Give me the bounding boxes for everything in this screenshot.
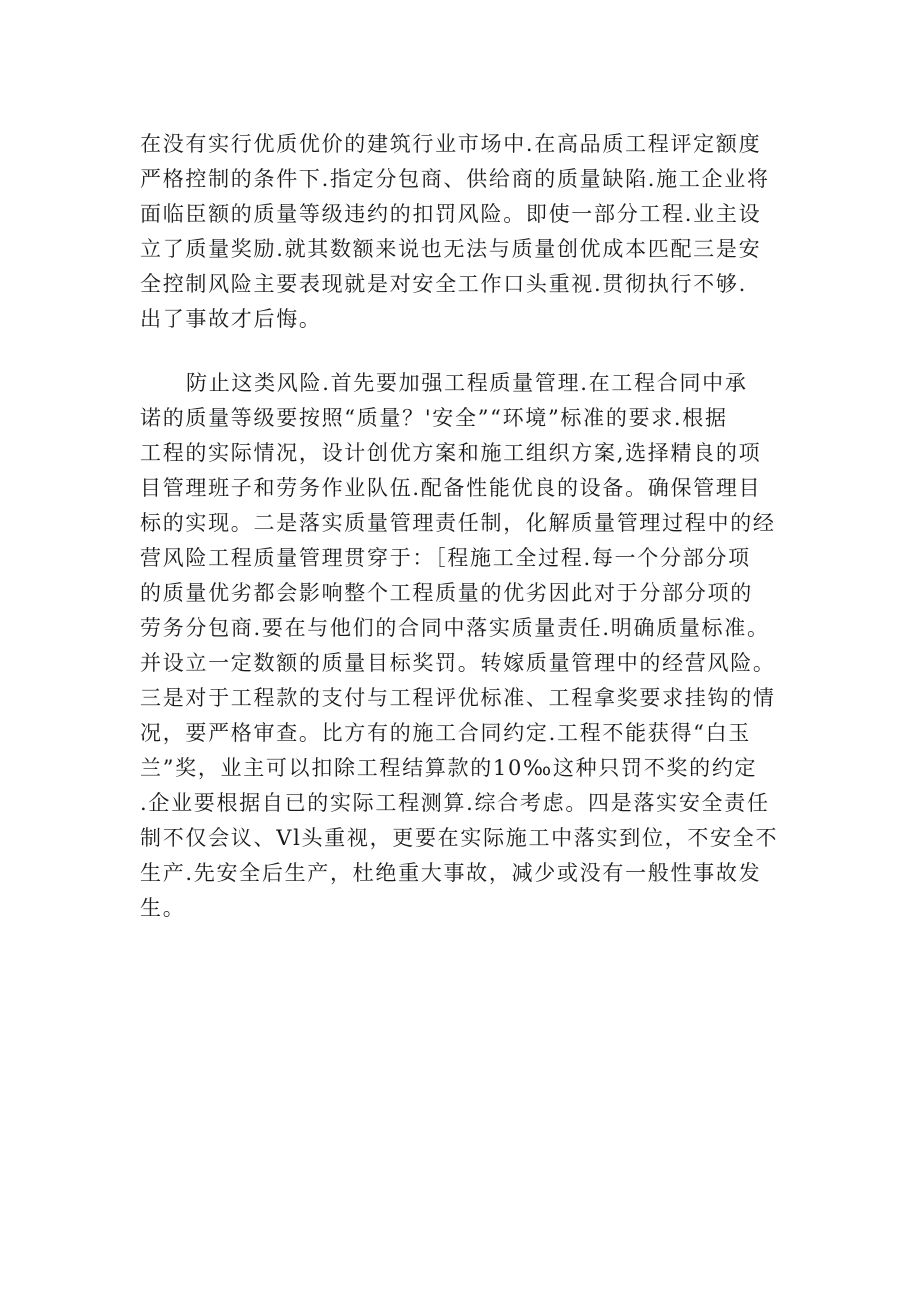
paragraph-2-line-3: 工程的实际情况，设计创优方案和施工组织方案,选择精良的项: [140, 441, 762, 465]
paragraph-1-line-6: 出了事故才后悔。: [140, 307, 322, 331]
paragraph-2-line-7: 的质量优劣都会影响整个工程质量的优劣因此对于分部分项的: [140, 581, 753, 605]
paragraph-1-line-4: 立了质量奖励.就其数额来说也无法与质量创优成本匹配三是安: [140, 237, 762, 261]
paragraph-2-line-5: 标的实现。二是落实质量管理责任制，化解质量管理过程中的经: [140, 511, 776, 535]
paragraph-2-line-6: 营风险工程质量管理贯穿于：［程施工全过程.每一个分部分项: [140, 546, 751, 570]
paragraph-2-line-4: 目管理班子和劳务作业队伍.配备性能优良的设备。确保管理目: [140, 476, 762, 500]
paragraph-2-line-10: 三是对于工程款的支付与工程评优标准、工程拿奖要求挂钩的情: [140, 686, 776, 710]
paragraph-1-line-3: 面临臣额的质量等级违约的扣罚风险。即使一部分工程.业主设: [140, 202, 762, 226]
paragraph-2-line-13: .企业要根据自已的实际工程测算.综合考虑。四是落实安全责任: [140, 791, 770, 815]
paragraph-2-line-9: 并设立一定数额的质量目标奖罚。转嫁质量管理中的经营风险。: [140, 651, 776, 675]
paragraph-2-line-15: 生产.先安全后生产，杜绝重大事故，减少或没有一般性事故发: [140, 861, 762, 885]
paragraph-1-line-1: 在没有实行优质优价的建筑行业市场中.在高品质工程评定额度: [140, 132, 762, 156]
paragraph-1-line-2: 严格控制的条件下.指定分包商、供给商的质量缺陷.施工企业将: [140, 167, 770, 191]
paragraph-1-line-5: 全控制风险主要表现就是对安全工作口头重视.贯彻执行不够.: [140, 272, 747, 296]
paragraph-2-line-16: 生。: [140, 896, 186, 920]
paragraph-2-line-1: 防止这类风险.首先要加强工程质量管理.在工程合同中承: [186, 371, 748, 395]
paragraph-2-line-11: 况，要严格审查。比方有的施工合同约定.工程不能获得“白玉: [140, 721, 752, 745]
paragraph-2-line-14: 制不仅会议、Vl头重视，更要在实际施工中落实到位，不安全不: [140, 826, 779, 850]
paragraph-2-line-12: 兰”奖，业主可以扣除工程结算款的10‰这种只罚不奖的约定: [140, 756, 758, 780]
paragraph-2-line-8: 劳务分包商.要在与他们的合同中落实质量责任.明确质量标准。: [140, 616, 770, 640]
paragraph-2-line-2: 诺的质量等级要按照“质量？'安全”“环境”标准的要求.根据: [140, 406, 728, 430]
